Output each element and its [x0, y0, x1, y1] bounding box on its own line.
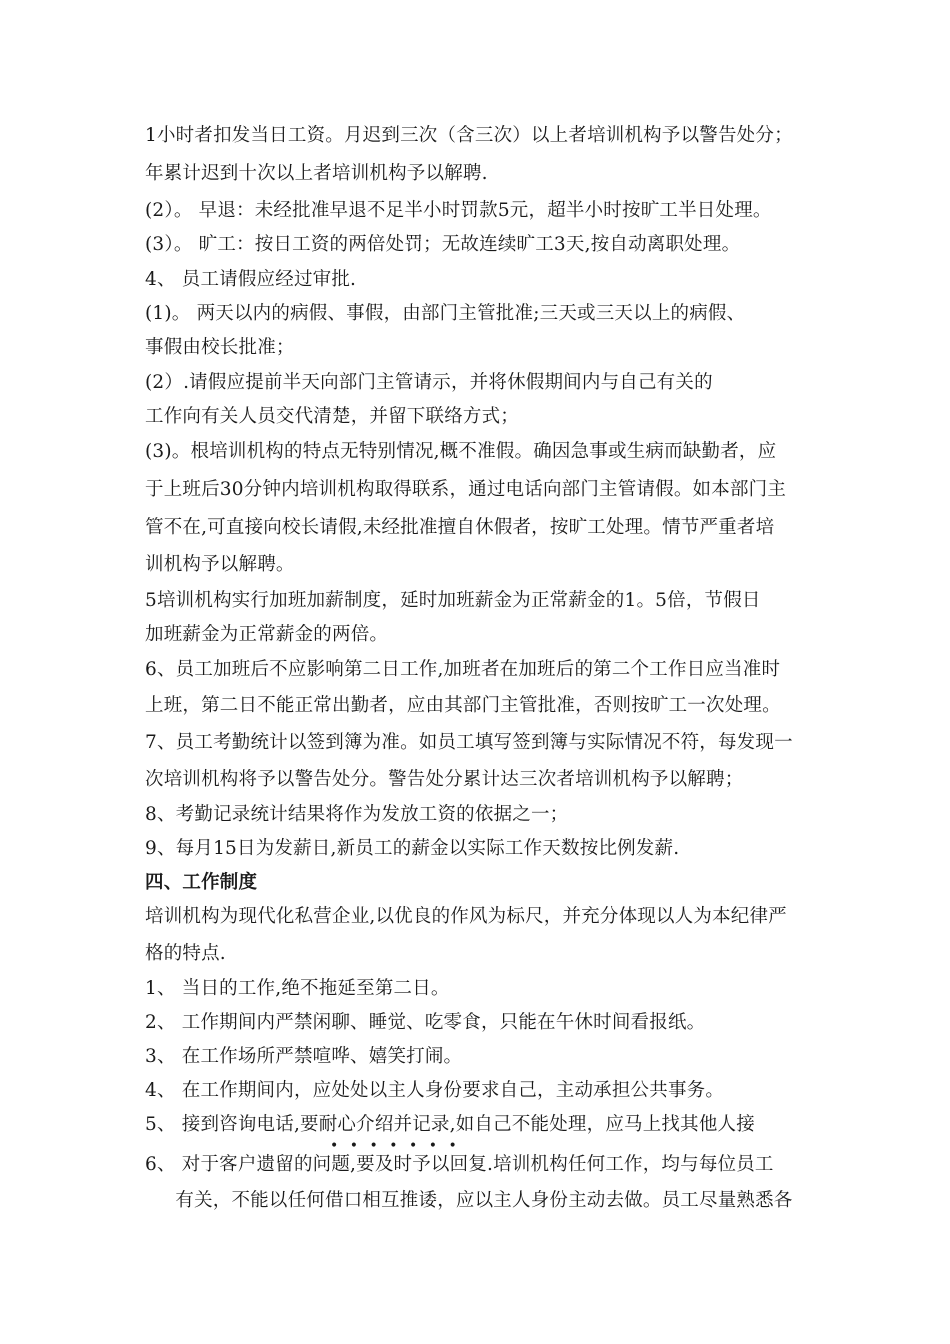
text-line-4: (3）。 旷工：按日工资的两倍处罚；无故连续旷工3天,按自动离职处理。: [145, 234, 741, 255]
emphasis-dots: •••••••: [330, 1138, 469, 1154]
text-line-6: (1)。 两天以内的病假、事假，由部门主管批准;三天或三天以上的病假、: [145, 303, 746, 324]
text-line-19: 次培训机构将予以警告处分。警告处分累计达三次者培训机构予以解聘；: [145, 769, 744, 790]
text-line-29: 5、 接到咨询电话,要耐心介绍并记录,如自己不能处理，应马上找其他人接: [145, 1114, 755, 1135]
text-line-31: 有关，不能以任何借口相互推诿，应以主人身份主动去做。员工尽量熟悉各: [145, 1190, 793, 1211]
text-line-1: 1小时者扣发当日工资。月迟到三次（含三次）以上者培训机构予以警告处分；: [145, 125, 793, 146]
text-line-5: 4、 员工请假应经过审批.: [145, 269, 357, 290]
text-line-30: 6、 对于客户遗留的问题,要及时予以回复.培训机构任何工作，均与每位员工: [145, 1154, 774, 1175]
text-line-18: 7、员工考勤统计以签到簿为准。如员工填写签到簿与实际情况不符，每发现一: [145, 732, 793, 753]
text-line-7: 事假由校长批准；: [145, 337, 295, 358]
section-heading: 四、工作制度: [145, 872, 258, 893]
text-line-2: 年累计迟到十次以上者培训机构予以解聘.: [145, 163, 488, 184]
text-line-3: (2）。 早退：未经批准早退不足半小时罚款5元，超半小时按旷工半日处理。: [145, 200, 772, 221]
text-line-16: 6、员工加班后不应影响第二日工作,加班者在加班后的第二个工作日应当准时: [145, 659, 781, 680]
text-line-11: 于上班后30分钟内培训机构取得联系，通过电话向部门主管请假。如本部门主: [145, 479, 787, 500]
text-line-12: 管不在,可直接向校长请假,未经批准擅自休假者，按旷工处理。情节严重者培: [145, 517, 775, 538]
text-line-13: 训机构予以解聘。: [145, 554, 295, 575]
text-line-26: 2、 工作期间内严禁闲聊、睡觉、吃零食，只能在午休时间看报纸。: [145, 1012, 706, 1033]
text-line-25: 1、 当日的工作,绝不拖延至第二日。: [145, 978, 450, 999]
text-line-28: 4、 在工作期间内，应处处以主人身份要求自己，主动承担公共事务。: [145, 1080, 725, 1101]
text-line-9: 工作向有关人员交代清楚，并留下联络方式；: [145, 406, 520, 427]
text-line-21: 9、每月15日为发薪日,新员工的薪金以实际工作天数按比例发薪.: [145, 838, 680, 859]
text-line-17: 上班，第二日不能正常出勤者，应由其部门主管批准，否则按旷工一次处理。: [145, 695, 781, 716]
text-line-14: 5培训机构实行加班加薪制度，延时加班薪金为正常薪金的1。5倍，节假日: [145, 590, 761, 611]
text-line-27: 3、 在工作场所严禁喧哗、嬉笑打闹。: [145, 1046, 463, 1067]
text-line-24: 格的特点.: [145, 943, 226, 964]
text-line-15: 加班薪金为正常薪金的两倍。: [145, 624, 389, 645]
text-line-10: (3)。根培训机构的特点无特别情况,概不准假。确因急事或生病而缺勤者，应: [145, 441, 777, 462]
text-line-23: 培训机构为现代化私营企业,以优良的作风为标尺，并充分体现以人为本纪律严: [145, 906, 787, 927]
text-line-8: (2）.请假应提前半天向部门主管请示，并将休假期间内与自己有关的: [145, 372, 713, 393]
text-line-20: 8、考勤记录统计结果将作为发放工资的依据之一；: [145, 804, 569, 825]
